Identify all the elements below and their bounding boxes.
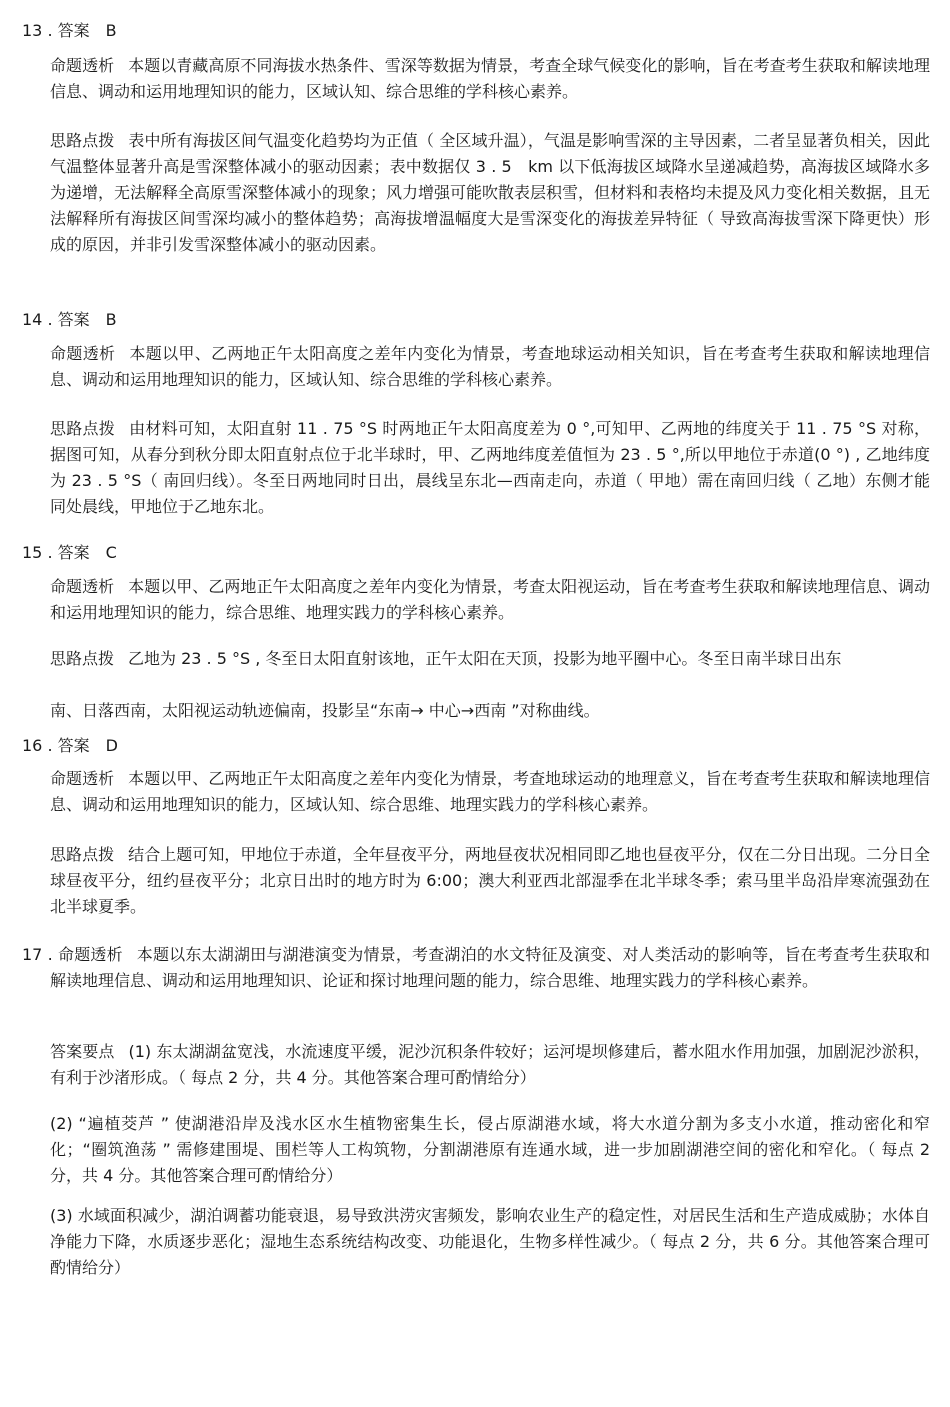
q14-analysis: [50, 341, 930, 393]
q17-answer-tag: 答案要点: [50, 1042, 115, 1061]
q16-analysis-tag: 命题透析: [50, 769, 115, 788]
q16-analysis: [50, 766, 930, 818]
q16-hint-tag: 思路点拨: [50, 845, 115, 864]
q13-analysis-tag: 命题透析: [50, 56, 115, 75]
q17-number: 17 .: [22, 945, 53, 964]
q15-hint: [50, 646, 930, 672]
q14-hint-text: 由材料可知，太阳直射 11 . 75 °S 时两地正午太阳高度差为 0 °,可知甲、乙两地的纬度关于 11 . 75 °S 对称，据图可知，从春分到秋分即太阳直射点位于北半球时，甲、乙两地纬度差值恒为 23 . 5 °,所以甲地位于赤道(0 °) , 乙地纬度为 23 . 5 °S（ 南回归线）。冬至日两地同时日出，晨线呈东北—西南走向，赤道（ 甲地）需在南回归线（ 乙地）东侧才能同处晨线，甲地位于乙地东北。: [50, 419, 930, 516]
q13-hint-text: 表中所有海拔区间气温变化趋势均为正值（ 全区域升温），气温是影响雪深的主导因素，二者呈显著负相关，因此气温整体显著升高是雪深整体减小的驱动因素；表中数据仅 3 . 5 km 以下低海拔区域降水呈递减趋势，高海拔区域降水多为递增，无法解释全高原雪深整体减小的现象；风力增强可能吹散表层积雪，但材料和表格均未提及风力变化相关数据，且无法解释所有海拔区间雪深均减小的整体趋势；高海拔增温幅度大是雪深变化的海拔差异特征（ 导致高海拔雪深下降更快）形成的原因，并非引发雪深整体减小的驱动因素。: [50, 131, 931, 254]
q13-hint: [50, 128, 930, 258]
q17-analysis: [22, 942, 930, 994]
q14-analysis-text: 本题以甲、乙两地正午太阳高度之差年内变化为情景，考查地球运动相关知识，旨在考查考生获取和解读地理信息、调动和运用地理知识的能力，区域认知、综合思维的学科核心素养。: [50, 344, 930, 389]
q15-hint-text-a: 乙地为 23 . 5 °S , 冬至日太阳直射该地，正午太阳在天顶，投影为地平圈中心。冬至日南半球日出东: [128, 649, 842, 668]
q13-analysis-text: 本题以青藏高原不同海拔水热条件、雪深等数据为情景，考查全球气候变化的影响，旨在考查考生获取和解读地理信息、调动和运用地理知识的能力，区域认知、综合思维的学科核心素养。: [50, 56, 930, 101]
q13-analysis: [50, 53, 930, 105]
q14-hint: [50, 416, 930, 520]
q17-answer-3: (3) 水域面积减少，湖泊调蓄功能衰退，易导致洪涝灾害频发，影响农业生产的稳定性，对居民生活和生产造成威胁；水体自净能力下降，水质逐步恶化；湿地生态系统结构改变、功能退化，生物多样性减少。（ 每点 2 分，共 6 分。其他答案合理可酌情给分）: [50, 1206, 930, 1277]
q17-answer-1: [50, 1039, 930, 1091]
q15-hint-cont: 南、日落西南，太阳视运动轨迹偏南，投影呈“东南→ 中心→西南 ”对称曲线。: [50, 701, 600, 720]
q16-hint: [50, 842, 930, 920]
q14-hint-tag: 思路点拨: [50, 419, 116, 438]
q15-heading: 15 . 答案 C: [22, 543, 117, 562]
q16-hint-text: 结合上题可知，甲地位于赤道，全年昼夜平分，两地昼夜状况相同即乙地也昼夜平分，仅在二分日出现。二分日全球昼夜平分，纽约昼夜平分；北京日出时的地方时为 6:00；澳大利亚西北部湿季在北半球冬季；索马里半岛沿岸寒流强劲在北半球夏季。: [50, 845, 930, 916]
q17-answer-1-text: (1) 东太湖湖盆宽浅，水流速度平缓，泥沙沉积条件较好；运河堤坝修建后，蓄水阻水作用加强，加剧泥沙淤积，有利于沙渚形成。（ 每点 2 分，共 4 分。其他答案合理可酌情给分）: [50, 1042, 930, 1087]
q15-analysis-tag: 命题透析: [50, 577, 115, 596]
q15-analysis: [50, 574, 930, 626]
q13-hint-tag: 思路点拨: [50, 131, 115, 150]
q16-heading: 16 . 答案 D: [22, 736, 118, 755]
q17-answer-2: (2) “遍植茭芦 ” 使湖港沿岸及浅水区水生植物密集生长，侵占原湖港水域，将大水道分割为多支小水道，推动密化和窄化；“圈筑渔荡 ” 需修建围堤、围栏等人工构筑物，分割湖港原有连通水域，进一步加剧湖港空间的密化和窄化。（ 每点 2 分，共 4 分。其他答案合理可酌情给分）: [50, 1114, 930, 1185]
q17-analysis-text: 本题以东太湖湖田与湖港演变为情景，考查湖泊的水文特征及演变、对人类活动的影响等，旨在考查考生获取和解读地理信息、调动和运用地理知识、论证和探讨地理问题的能力，综合思维、地理实践力的学科核心素养。: [50, 945, 930, 990]
q15-analysis-text: 本题以甲、乙两地正午太阳高度之差年内变化为情景，考查太阳视运动，旨在考查考生获取和解读地理信息、调动和运用地理知识的能力，综合思维、地理实践力的学科核心素养。: [50, 577, 930, 622]
q14-analysis-tag: 命题透析: [50, 344, 116, 363]
q16-analysis-text: 本题以甲、乙两地正午太阳高度之差年内变化为情景，考查地球运动的地理意义，旨在考查考生获取和解读地理信息、调动和运用地理知识的能力，区域认知、综合思维、地理实践力的学科核心素养。: [50, 769, 930, 814]
q13-heading: 13 . 答案 B: [22, 21, 117, 40]
q14-heading: 14 . 答案 B: [22, 310, 117, 329]
q15-hint-tag: 思路点拨: [50, 649, 115, 668]
q17-analysis-tag: 命题透析: [58, 945, 123, 964]
